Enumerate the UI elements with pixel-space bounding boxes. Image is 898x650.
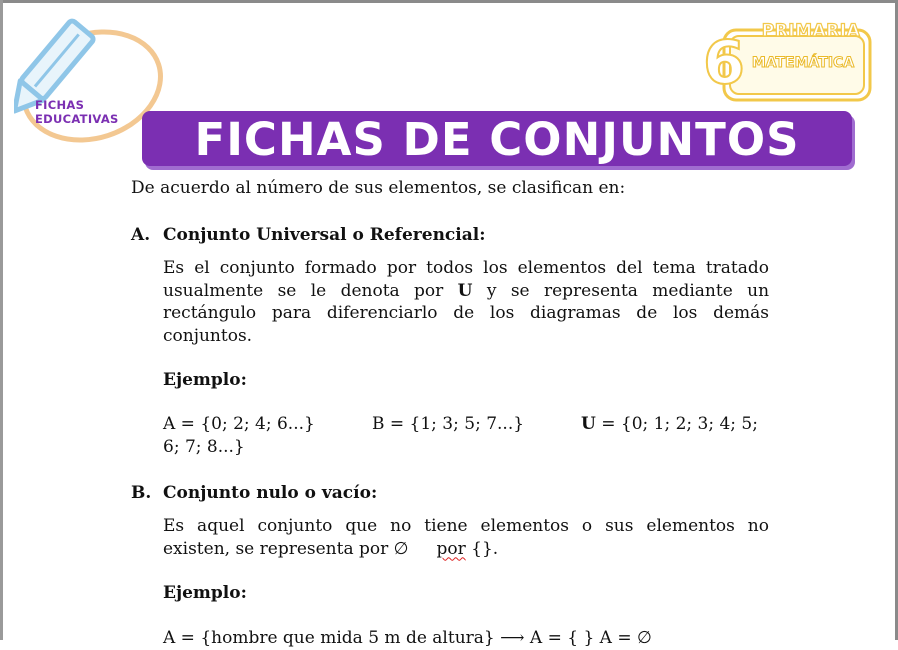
badge-grade-number: 6 [703,28,745,98]
page-frame-left [0,0,3,640]
example-set-u-label: U [581,414,596,434]
page-title: FICHAS DE CONJUNTOS [194,113,800,166]
section-b-body-line [163,538,769,561]
section-b-body-fragment: existen, se representa por ∅ [163,538,409,559]
section-b-letter: B. [131,483,152,503]
section-a-body-line: Es el conjunto formado por todos los elementos del tema tratado [163,258,769,278]
spellcheck-word: por [436,538,466,559]
section-a-heading: Conjunto Universal o Referencial: [163,225,486,245]
section-a-body-line [163,280,769,303]
intro-text: De acuerdo al número de sus elementos, se clasifican en: [131,178,626,198]
logo-text-line2: EDUCATIVAS [35,112,119,126]
section-b-example: A = {hombre que mida 5 m de altura} ⟶ A = { } A = ∅ [163,628,652,648]
section-b-example-label: Ejemplo: [163,583,247,603]
badge-level-text: PRIMARIA [761,21,861,41]
section-a-body-fragment: y se representa mediante un [486,280,770,301]
page-frame-top [0,0,898,3]
section-b-body [163,515,769,560]
example-set-u-continued: 6; 7; 8...} [163,436,245,457]
example-set-b: B = {1; 3; 5; 7...} [372,414,525,434]
section-a-body-fragment: usualmente se le denota por [163,280,444,301]
section-b-heading: Conjunto nulo o vacío: [163,483,378,503]
section-b-body-line: Es aquel conjunto que no tiene elementos o sus elementos no [163,516,769,536]
badge-subject-text: MATEMÁTICA [751,55,855,71]
title-banner [142,111,852,166]
section-b-body-fragment: {}. [471,538,499,559]
logo-text-line1: FICHAS [35,98,85,112]
section-a-example-label: Ejemplo: [163,370,247,390]
example-set-u-values: = {0; 1; 2; 3; 4; 5; [601,414,758,434]
section-a-body [163,257,769,347]
section-a-body-line: conjuntos. [163,325,253,346]
example-set-a: A = {0; 2; 4; 6...} [163,414,315,434]
universal-symbol: U [457,280,473,301]
section-a-letter: A. [131,225,151,245]
example-set-u [581,413,758,436]
section-a-body-line: rectángulo para diferenciarlo de los diagramas de los demás [163,303,769,323]
